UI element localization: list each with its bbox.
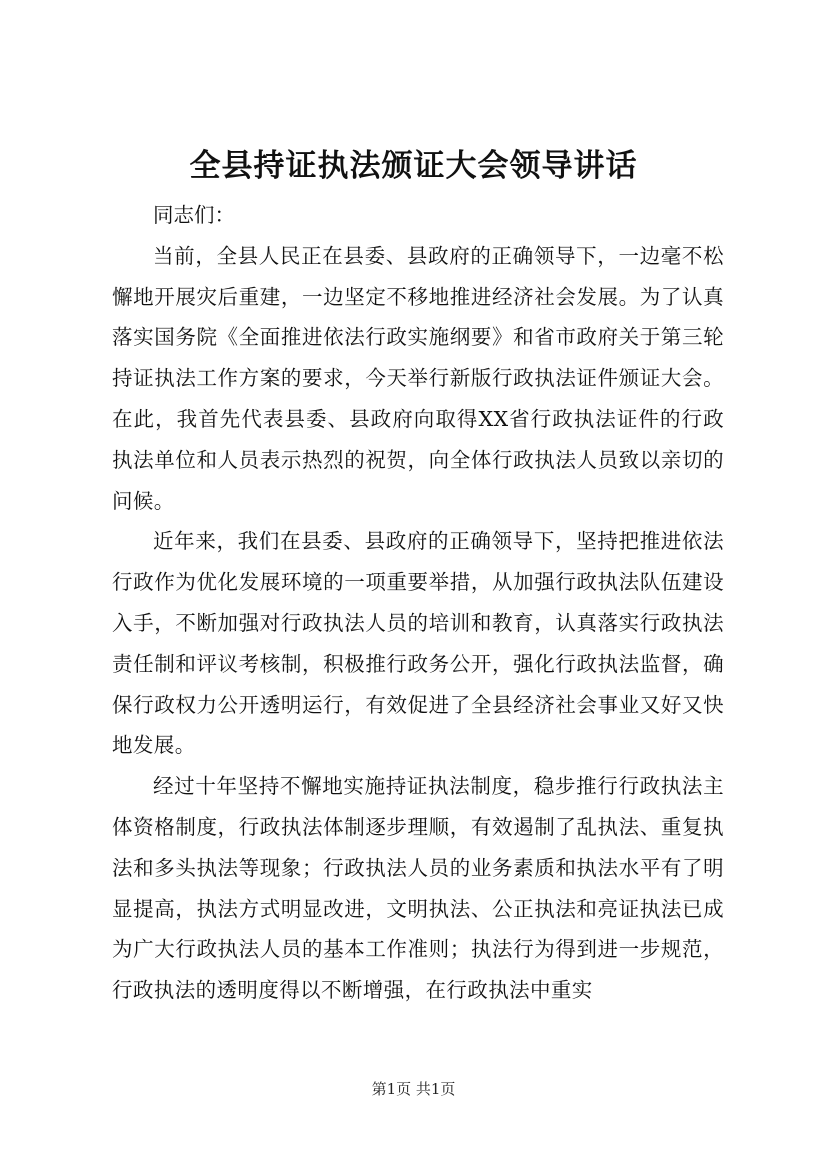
page-footer: 第1页 共1页 (371, 1080, 456, 1098)
document-body (112, 195, 724, 1011)
salutation: 同志们： (153, 203, 235, 227)
paragraph-3: 经过十年坚持不懈地实施持证执法制度，稳步推行行政执法主体资格制度，行政执法体制逐步理顺，有效遏制了乱执法、重复执法和多头执法等现象；行政执法人员的业务素质和执法水平有了明显提高，执法方式明显改进，文明执法、公正执法和亮证执法已成为广大行政执法人员的基本工作准则；执法行为得到进一步规范，行政执法的透明度得以不断增强，在行政执法中重实 (112, 774, 724, 1003)
paragraph-2: 近年来，我们在县委、县政府的正确领导下，坚持把推进依法行政作为优化发展环境的一项重要举措，从加强行政执法队伍建设入手，不断加强对行政执法人员的培训和教育，认真落实行政执法责任制和评议考核制，积极推行政务公开，强化行政执法监督，确保行政权力公开透明运行，有效促进了全县经济社会事业又好又快地发展。 (112, 529, 724, 758)
paragraph-1: 当前，全县人民正在县委、县政府的正确领导下，一边毫不松懈地开展灾后重建，一边坚定不移地推进经济社会发展。为了认真落实国务院《全面推进依法行政实施纲要》和省市政府关于第三轮持证执法工作方案的要求，今天举行新版行政执法证件颁证大会。在此，我首先代表县委、县政府向取得XX省行政执法证件的行政执法单位和人员表示热烈的祝贺，向全体行政执法人员致以亲切的问候。 (112, 243, 724, 513)
document-title: 全县持证执法颁证大会领导讲话 (189, 148, 638, 184)
